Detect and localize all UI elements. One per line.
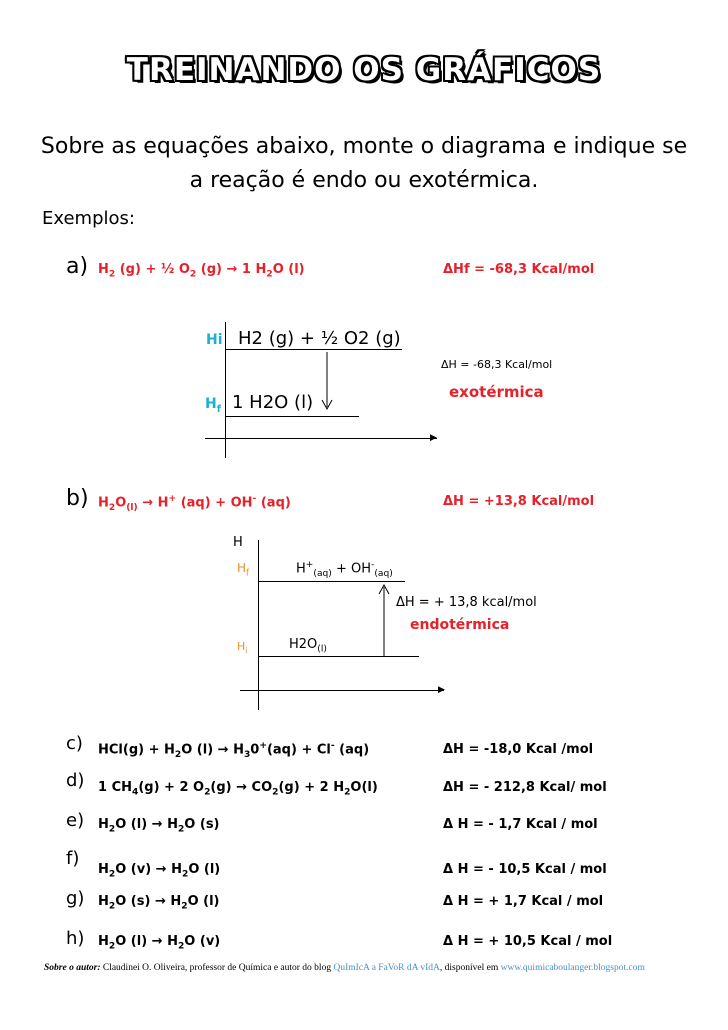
diagram-a-reactants: H2 (g) + ½ O2 (g) (238, 328, 401, 349)
diagram-b-type: endotérmica (410, 617, 510, 633)
item-d-equation: 1 $CH_4(g) + 2$ $O_2(g) \to CO_2(g) + 2$ $H_2O(l)$ (98, 780, 378, 798)
item-a-letter: a) (66, 254, 89, 279)
diagram-b-reactant-level (259, 656, 419, 657)
diagram-a-x-arrow-icon: ▶ (430, 433, 437, 443)
diagram-b-hf-label: $H_f$ (237, 561, 249, 578)
item-f-enthalpy: Δ H = - 10,5 Kcal / mol (443, 862, 607, 877)
item-a-enthalpy: ΔHf = -68,3 Kcal/mol (443, 262, 595, 277)
item-h-letter: h) (66, 928, 85, 949)
item-b-letter: b) (66, 486, 89, 511)
diagram-b-y-axis (258, 540, 259, 710)
diagram-b-up-arrow-icon (377, 584, 391, 656)
item-f-equation: $H_2O$ $(v) \to H_2O$ (l) (98, 862, 221, 880)
item-e-enthalpy: Δ H = - 1,7 Kcal / mol (443, 817, 598, 832)
item-c-equation: $HCl(g) + H_2O$ $(l) \to H_30^+(aq) + Cl^-$ (aq) (98, 741, 370, 760)
item-a-equation: $H_2$ (g) + ½ $O_2$ (g) → 1 $H_2O$ (l) (98, 262, 305, 280)
instructions-text: Sobre as equações abaixo, monte o diagrama e indique se a reação é endo ou exotérmica. (40, 134, 688, 193)
item-e-equation: $H_2O$ $(l) \to H_2O$ (s) (98, 817, 220, 835)
diagram-a-type: exotérmica (449, 383, 544, 401)
item-f-letter: f) (66, 848, 80, 869)
diagram-a-enthalpy: ΔH = -68,3 Kcal/mol (441, 358, 553, 371)
diagram-a-hf-label: $H_f$ (205, 396, 221, 415)
diagram-a-x-axis (205, 438, 437, 439)
diagram-b-products: $H^+_{(aq)} + OH^-_{(aq)}$ (296, 560, 393, 579)
blog-url-link[interactable]: www.quimicaboulanger.blogspot.com (500, 963, 645, 973)
diagram-a-hi-label: Hi (206, 332, 223, 348)
diagram-a-products: 1 H2O (l) (232, 392, 314, 413)
page-title: TREINANDO OS GRÁFICOS (126, 52, 602, 88)
item-h-equation: $H_2O$ $(l) \to H_2O$ (v) (98, 934, 221, 952)
item-g-equation: $H_2O$ $(s) \to H_2O$ (l) (98, 894, 220, 912)
diagram-b-reactant: $H2O_{(l)}$ (289, 637, 327, 655)
item-c-letter: c) (66, 733, 83, 754)
item-d-letter: d) (66, 770, 85, 791)
diagram-a-reactant-level (226, 349, 402, 350)
diagram-a-down-arrow-icon (320, 352, 334, 412)
item-g-letter: g) (66, 888, 85, 909)
item-d-enthalpy: ΔH = - 212,8 Kcal/ mol (443, 780, 607, 795)
item-c-enthalpy: ΔH = -18,0 Kcal /mol (443, 742, 594, 757)
diagram-b-x-axis (240, 690, 444, 691)
examples-label: Exemplos: (42, 208, 135, 229)
item-g-enthalpy: Δ H = + 1,7 Kcal / mol (443, 894, 604, 909)
item-b-equation: $H_2O_{(l)} \to H^+$ (aq) + OH- (aq) (98, 494, 291, 513)
item-b-enthalpy: ΔH = +13,8 Kcal/mol (443, 494, 595, 509)
diagram-b-hi-label: $H_i$ (237, 640, 248, 656)
diagram-b-x-arrow-icon: ▶ (438, 685, 445, 695)
footer-author: Sobre o autor: Claudinei O. Oliveira, professor de Química e autor do blog QuImIcA a FaVoR dA vIdA, disponível em www.quimicaboulanger.blogspot.com (44, 963, 645, 973)
item-h-enthalpy: Δ H = + 10,5 Kcal / mol (443, 934, 613, 949)
item-e-letter: e) (66, 810, 85, 831)
blog-link[interactable]: QuImIcA a FaVoR dA vIdA (333, 963, 440, 973)
diagram-a-product-level (226, 416, 359, 417)
diagram-b-h-axis-label: H (233, 535, 243, 550)
diagram-b-enthalpy: ΔH = + 13,8 kcal/mol (396, 595, 537, 610)
diagram-b-product-level (259, 581, 405, 582)
